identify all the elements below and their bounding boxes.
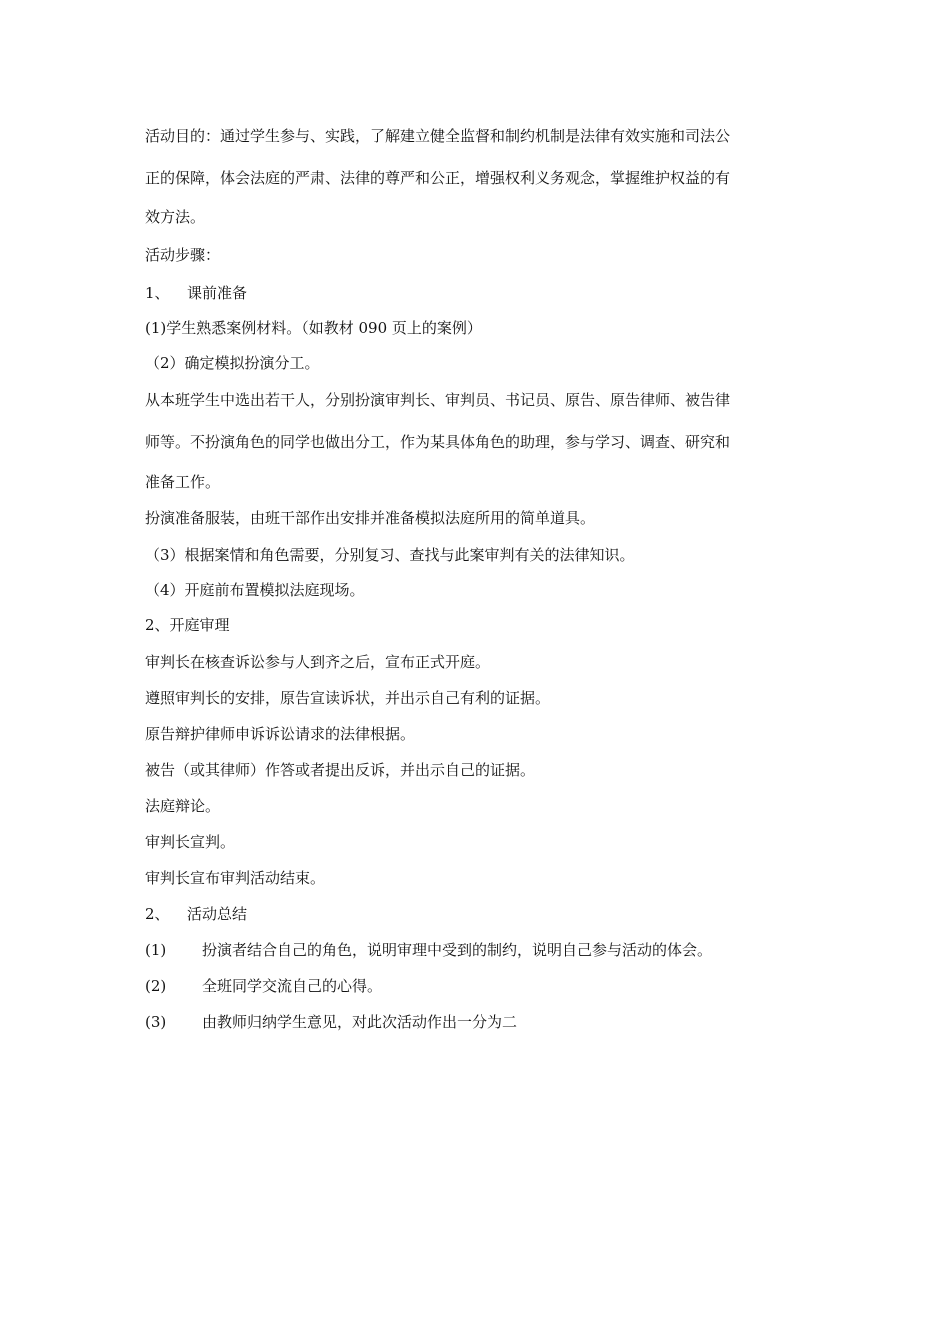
summary-item-3-num: (3) (145, 1013, 167, 1031)
prep-item-1: (1)学生熟悉案例材料。（如教材 090 页上的案例） (145, 319, 482, 337)
purpose-line-1: 活动目的：通过学生参与、实践，了解建立健全监督和制约机制是法律有效实施和司法公 (145, 127, 731, 145)
summary-item-1 (145, 940, 815, 960)
summary-item-2-num: (2) (145, 977, 167, 995)
prep-item-3: （3）根据案情和角色需要，分别复习、查找与此案审判有关的法律知识。 (145, 546, 635, 564)
summary-heading (145, 904, 815, 924)
prep-number: 1、 (145, 284, 170, 302)
summary-number: 2、 (145, 905, 170, 923)
purpose-line-2: 正的保障，体会法庭的严肃、法律的尊严和公正，增强权利义务观念，掌握维护权益的有 (145, 169, 731, 187)
summary-item-3-text: 由教师归纳学生意见，对此次活动作出一分为二 (202, 1013, 518, 1031)
prep-item-2: （2）确定模拟扮演分工。 (145, 354, 320, 372)
summary-item-1-text: 扮演者结合自己的角色，说明审理中受到的制约，说明自己参与活动的体会。 (202, 941, 713, 959)
summary-item-2-text: 全班同学交流自己的心得。 (202, 977, 383, 995)
trial-line-6: 审判长宣判。 (145, 833, 236, 851)
trial-heading: 2、开庭审理 (145, 616, 230, 634)
assign-line-3: 准备工作。 (145, 473, 221, 491)
trial-line-5: 法庭辩论。 (145, 797, 221, 815)
summary-item-2 (145, 976, 815, 996)
prep-title: 课前准备 (187, 284, 248, 302)
summary-title: 活动总结 (187, 905, 248, 923)
trial-line-4: 被告（或其律师）作答或者提出反诉，并出示自己的证据。 (145, 761, 536, 779)
trial-line-3: 原告辩护律师申诉诉讼请求的法律根据。 (145, 725, 416, 743)
purpose-line-3: 效方法。 (145, 208, 206, 226)
prep-item-4: （4）开庭前布置模拟法庭现场。 (145, 581, 365, 599)
steps-heading: 活动步骤： (145, 246, 221, 264)
prep-heading (145, 283, 815, 303)
assign-line-2: 师等。不扮演角色的同学也做出分工，作为某具体角色的助理，参与学习、调查、研究和 (145, 433, 731, 451)
costume-line: 扮演准备服装，由班干部作出安排并准备模拟法庭所用的简单道具。 (145, 509, 596, 527)
summary-item-1-num: (1) (145, 941, 167, 959)
summary-item-3 (145, 1012, 815, 1032)
trial-line-2: 遵照审判长的安排，原告宣读诉状，并出示自己有利的证据。 (145, 689, 551, 707)
trial-line-7: 审判长宣布审判活动结束。 (145, 869, 326, 887)
trial-line-1: 审判长在核查诉讼参与人到齐之后，宣布正式开庭。 (145, 653, 491, 671)
assign-line-1: 从本班学生中选出若干人，分别扮演审判长、审判员、书记员、原告、原告律师、被告律 (145, 391, 731, 409)
